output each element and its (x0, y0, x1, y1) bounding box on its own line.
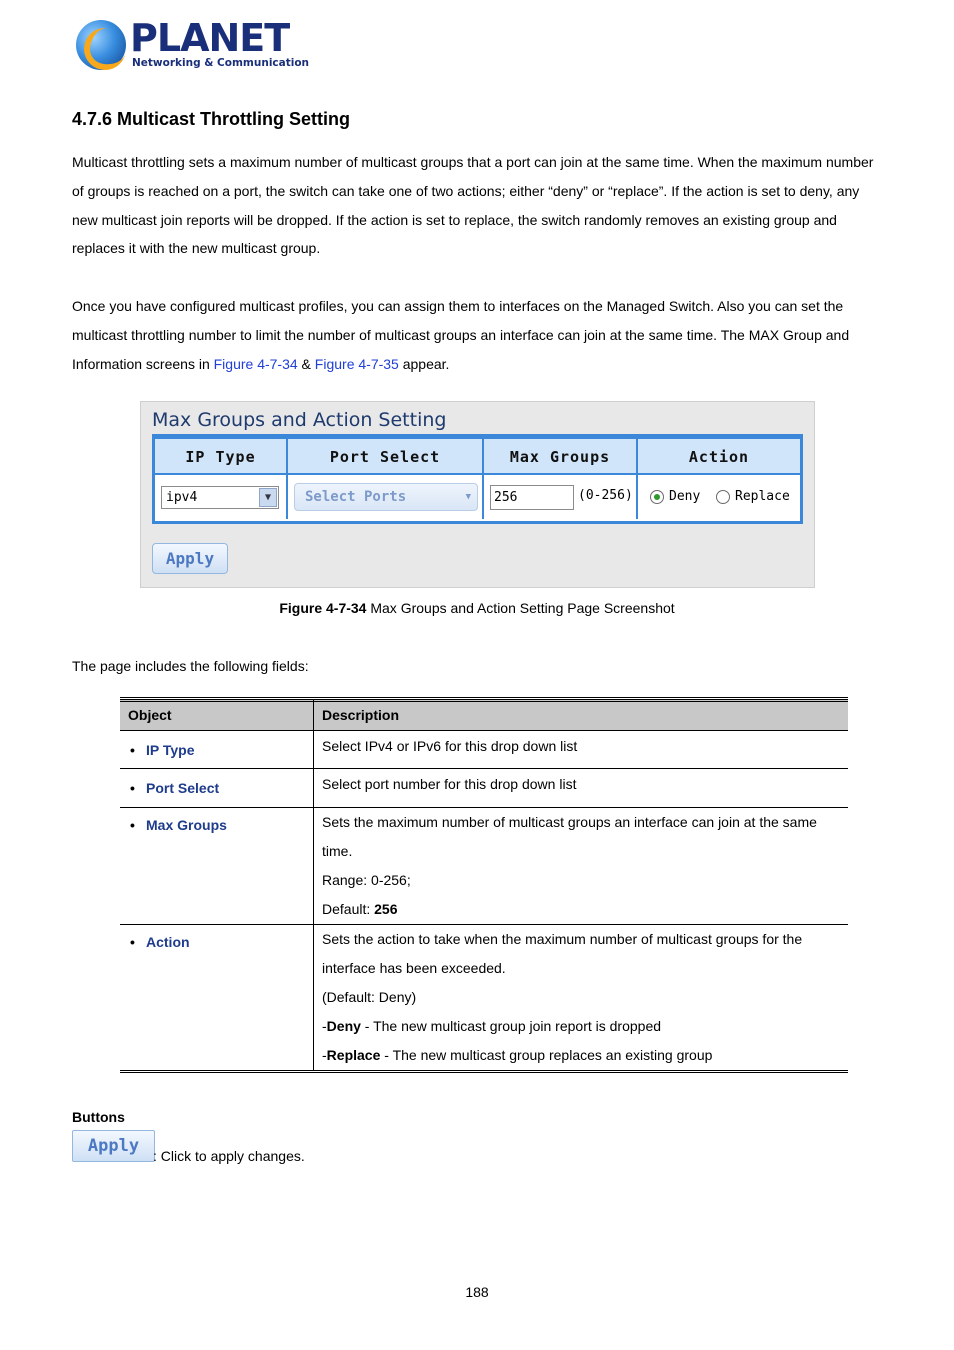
ip-type-select[interactable] (161, 486, 279, 509)
page-number: 188 (465, 1284, 489, 1300)
object-action: • Action (128, 930, 313, 954)
apply-button-example[interactable]: Apply (72, 1130, 155, 1162)
port-select-placeholder: Select Ports (305, 489, 407, 505)
col-port-select (288, 439, 484, 519)
description-line: Range: 0-256; (322, 872, 411, 888)
object-ip-type: • IP Type (128, 738, 313, 762)
figure-link-4-7-35[interactable]: Figure 4-7-35 (314, 355, 399, 372)
replace-term: Replace (326, 1047, 381, 1063)
table-row (120, 925, 848, 1070)
figure-link-4-7-34[interactable]: Figure 4-7-34 (213, 355, 298, 372)
logo-tagline: Networking & Communication (132, 57, 310, 69)
fields-table (120, 697, 848, 1073)
chevron-down-icon: ▼ (465, 492, 471, 502)
max-groups-range: (0-256) (578, 488, 633, 503)
max-groups-screenshot (140, 401, 815, 588)
object-max-groups: • Max Groups (128, 813, 313, 837)
header-action: Action (688, 448, 750, 466)
paragraph-text-end: appear. (398, 355, 450, 372)
header-description: Description (314, 700, 848, 730)
deny-line (322, 1012, 840, 1041)
replace-prefix: - (322, 1047, 327, 1063)
fields-intro: The page includes the following fields: (72, 658, 309, 674)
apply-button[interactable]: Apply (152, 543, 228, 574)
caption-label: Figure 4-7-34 (279, 600, 367, 616)
default-label: Default: (322, 901, 375, 917)
header-port-select: Port Select (329, 448, 441, 466)
header-max-groups: Max Groups (509, 448, 611, 466)
replace-line (322, 1041, 840, 1070)
chevron-down-icon: ▼ (259, 488, 277, 507)
port-select-dropdown[interactable] (294, 483, 478, 511)
col-max-groups (484, 439, 638, 519)
table-row (120, 769, 848, 808)
description-line: (Default: Deny) (322, 989, 417, 1005)
paragraph-amp: & (297, 355, 315, 372)
default-value: 256 (374, 901, 398, 917)
deny-text: - The new multicast group join report is dropped (360, 1018, 662, 1034)
default-line (322, 895, 840, 924)
table-header-row (120, 700, 848, 731)
col-action (638, 439, 800, 519)
ip-type-value: ipv4 (166, 490, 198, 505)
intro-paragraph: Multicast throttling sets a maximum number of multicast groups that a port can join at the same time. When the maximum number of groups is reached on a port, the switch can take one of two actions; either “deny” or “replace”. If the action is set to deny, any new multicast join reports will be dropped. If the action is set to replace, the switch randomly removes an existing group and replaces it with the new multicast group. (72, 154, 874, 257)
description-line: Select port number for this drop down list (322, 776, 577, 792)
panel-title: Max Groups and Action Setting (152, 409, 447, 431)
apply-description: : Click to apply changes. (153, 1148, 305, 1164)
object-port-select: • Port Select (128, 776, 313, 800)
buttons-title: Buttons (72, 1109, 125, 1125)
action-deny-radio[interactable] (650, 490, 664, 504)
action-replace-radio[interactable] (716, 490, 730, 504)
description-line: time. (322, 843, 353, 859)
replace-text: - The new multicast group replaces an existing group (380, 1047, 713, 1063)
action-deny-label: Deny (669, 489, 701, 504)
profiles-paragraph (72, 292, 887, 378)
logo-brand: PLANET (130, 16, 290, 60)
section-title: 4.7.6 Multicast Throttling Setting (72, 109, 351, 129)
header-ip-type: IP Type (185, 448, 256, 466)
header-object: Object (120, 700, 314, 730)
table-row (120, 731, 848, 769)
table-row (120, 808, 848, 925)
action-replace-label: Replace (735, 489, 790, 504)
figure-caption (0, 600, 954, 616)
deny-prefix: - (322, 1018, 327, 1034)
description-line: Sets the action to take when the maximum number of multicast groups for the (322, 931, 803, 947)
planet-logo (76, 16, 310, 74)
col-ip-type (155, 439, 288, 519)
max-groups-table (152, 434, 803, 524)
description-line: interface has been exceeded. (322, 960, 506, 976)
deny-term: Deny (326, 1018, 361, 1034)
max-groups-input[interactable]: 256 (490, 485, 574, 510)
description-line: Select IPv4 or IPv6 for this drop down list (322, 738, 578, 754)
paragraph-text: Once you have configured multicast profiles, you can assign them to interfaces on the Managed Switch. Also you can set the multicast throttling number to limit the number of multicast groups an interface can join at the same time. The MAX Group and Information screens in (72, 298, 850, 372)
description-line: Sets the maximum number of multicast groups an interface can join at the same (322, 814, 817, 830)
caption-text: Max Groups and Action Setting Page Screenshot (366, 600, 675, 616)
